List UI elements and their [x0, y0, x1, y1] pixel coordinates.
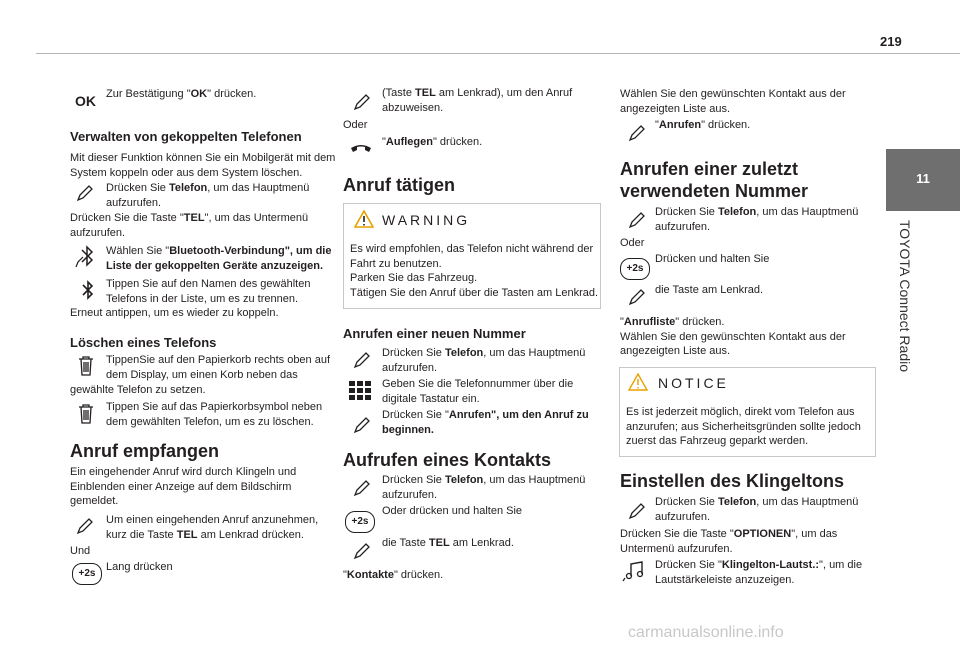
- heading-make-call: Anruf tätigen: [343, 175, 455, 195]
- pen-icon: [353, 416, 371, 434]
- step-text: Drücken Sie Telefon, um das Hauptmenü aufzurufen.: [382, 347, 586, 374]
- trash-icon: [77, 356, 95, 376]
- step-text: Drücken und halten Sie: [655, 253, 770, 265]
- warning-icon: [354, 210, 374, 228]
- step-text: Drücken Sie "Klingelton-Lautst.:", um die Lautstärkeleiste anzuzeigen.: [655, 559, 863, 586]
- paragraph: Mit dieser Funktion können Sie ein Mobilgerät mit dem System koppeln oder aus dem System löschen.: [70, 152, 336, 179]
- paragraph: gewählte Telefon zu setzen.: [70, 384, 206, 396]
- pen-icon: [628, 124, 646, 142]
- step-text: Oder drücken und halten Sie: [382, 505, 523, 517]
- step-text: "Auflegen" drücken.: [382, 136, 483, 148]
- step-text: Um einen eingehenden Anruf anzunehmen, kurz die Taste TEL am Lenkrad drücken.: [106, 514, 319, 541]
- step-text: Drücken Sie Telefon, um das Hauptmenü aufzurufen.: [382, 474, 586, 501]
- header-rule: [36, 53, 960, 54]
- pen-icon: [353, 542, 371, 560]
- notice-icon: [628, 373, 648, 391]
- paragraph: Oder: [620, 237, 645, 249]
- watermark[interactable]: carmanualsonline.info: [628, 624, 784, 641]
- heading-paired-phones: Verwalten von gekoppelten Telefonen: [70, 129, 302, 144]
- paragraph: "Anrufliste" drücken. Wählen Sie den gewünschten Kontakt aus der angezeigten Liste aus.: [620, 316, 846, 358]
- hold-2s-icon: +2s: [72, 563, 102, 585]
- step-text: Lang drücken: [106, 561, 173, 573]
- paragraph: Drücken Sie die Taste "OPTIONEN", um das Untermenü aufzurufen.: [620, 528, 838, 555]
- paragraph: Und: [70, 545, 91, 557]
- trash-icon: [77, 404, 95, 424]
- pen-icon: [353, 93, 371, 111]
- hold-2s-icon: +2s: [620, 258, 650, 280]
- heading-open-contact: Aufrufen eines Kontakts: [343, 450, 552, 470]
- pen-icon: [353, 479, 371, 497]
- page-number: 219: [880, 34, 902, 49]
- heading-ringtone: Einstellen des Klingeltons: [620, 471, 845, 491]
- paragraph: "Kontakte" drücken.: [343, 569, 444, 581]
- pen-icon: [353, 351, 371, 369]
- heading-delete-phone: Löschen eines Telefons: [70, 335, 217, 350]
- paragraph: Wählen Sie den gewünschten Kontakt aus der angezeigten Liste aus.: [620, 88, 846, 115]
- bluetooth-pen-icon: [74, 243, 100, 269]
- pen-icon: [628, 288, 646, 306]
- notice-text: Es ist jederzeit möglich, direkt vom Telefon aus anzurufen; aus Sicherheitsgründen sollte jedoch zuerst das Fahrzeug geparkt werden.: [626, 406, 861, 448]
- heading-new-number: Anrufen einer neuen Nummer: [343, 326, 526, 341]
- music-pen-icon: [622, 560, 646, 582]
- step-text: Geben Sie die Telefonnummer über die digitale Tastatur ein.: [382, 378, 574, 405]
- paragraph: Ein eingehender Anruf wird durch Klingeln und Einblenden einer Anzeige auf dem Bildschirm gemeldet.: [70, 466, 297, 508]
- pen-icon: [628, 211, 646, 229]
- step-text: die Taste am Lenkrad.: [655, 284, 764, 296]
- chapter-tab[interactable]: [886, 149, 960, 211]
- warning-box: [343, 203, 601, 309]
- step-text: (Taste TEL am Lenkrad), um den Anruf abzuweisen.: [382, 87, 573, 114]
- step-text: Drücken Sie Telefon, um das Hauptmenü aufzurufen.: [655, 206, 859, 233]
- ok-icon: OK: [75, 93, 96, 109]
- warning-title: WARNING: [382, 212, 471, 228]
- ok-text: Zur Bestätigung "OK" drücken.: [106, 88, 257, 100]
- step-text: Tippen Sie auf das Papierkorbsymbol neben dem gewählten Telefon, um es zu löschen.: [106, 401, 323, 428]
- heading-receive-call: Anruf empfangen: [70, 441, 220, 461]
- pen-icon: [76, 184, 94, 202]
- pen-icon: [628, 502, 646, 520]
- paragraph: Erneut antippen, um es wieder zu koppeln.: [70, 307, 279, 319]
- step-text: TippenSie auf den Papierkorb rechts oben auf dem Display, um einen Korb neben das: [106, 354, 331, 381]
- step-text: "Anrufen" drücken.: [655, 119, 751, 131]
- bluetooth-icon: [80, 279, 96, 301]
- step-text: Drücken Sie Telefon, um das Hauptmenü aufzurufen.: [106, 182, 310, 209]
- step-text: Drücken Sie "Anrufen", um den Anruf zu beginnen.: [382, 409, 589, 436]
- hold-2s-icon: +2s: [345, 511, 375, 533]
- step-text: die Taste TEL am Lenkrad.: [382, 537, 514, 549]
- chapter-number: 11: [916, 171, 930, 186]
- paragraph: Drücken Sie die Taste "TEL", um das Untermenü aufzurufen.: [70, 212, 309, 239]
- pen-icon: [76, 517, 94, 535]
- chapter-title: TOYOTA Connect Radio: [897, 220, 913, 372]
- notice-box: [619, 367, 876, 457]
- step-text: Drücken Sie Telefon, um das Hauptmenü aufzurufen.: [655, 496, 859, 523]
- hang-up-icon: [350, 142, 372, 154]
- warning-text: Es wird empfohlen, das Telefon nicht während der Fahrt zu benutzen. Parken Sie das Fahrzeug. Tätigen Sie den Anruf über die Tasten am Lenkrad.: [350, 243, 599, 299]
- heading-last-number: Anrufen einer zuletzt verwendeten Nummer: [620, 159, 809, 201]
- keypad-icon: [349, 381, 375, 401]
- step-text: Tippen Sie auf den Namen des gewählten Telefons in der Liste, um es zu trennen.: [106, 278, 311, 305]
- paragraph: Oder: [343, 119, 368, 131]
- notice-title: NOTICE: [658, 375, 729, 391]
- step-text: Wählen Sie "Bluetooth-Verbindung", um die Liste der gekoppelten Geräte anzuzeigen.: [106, 245, 332, 272]
